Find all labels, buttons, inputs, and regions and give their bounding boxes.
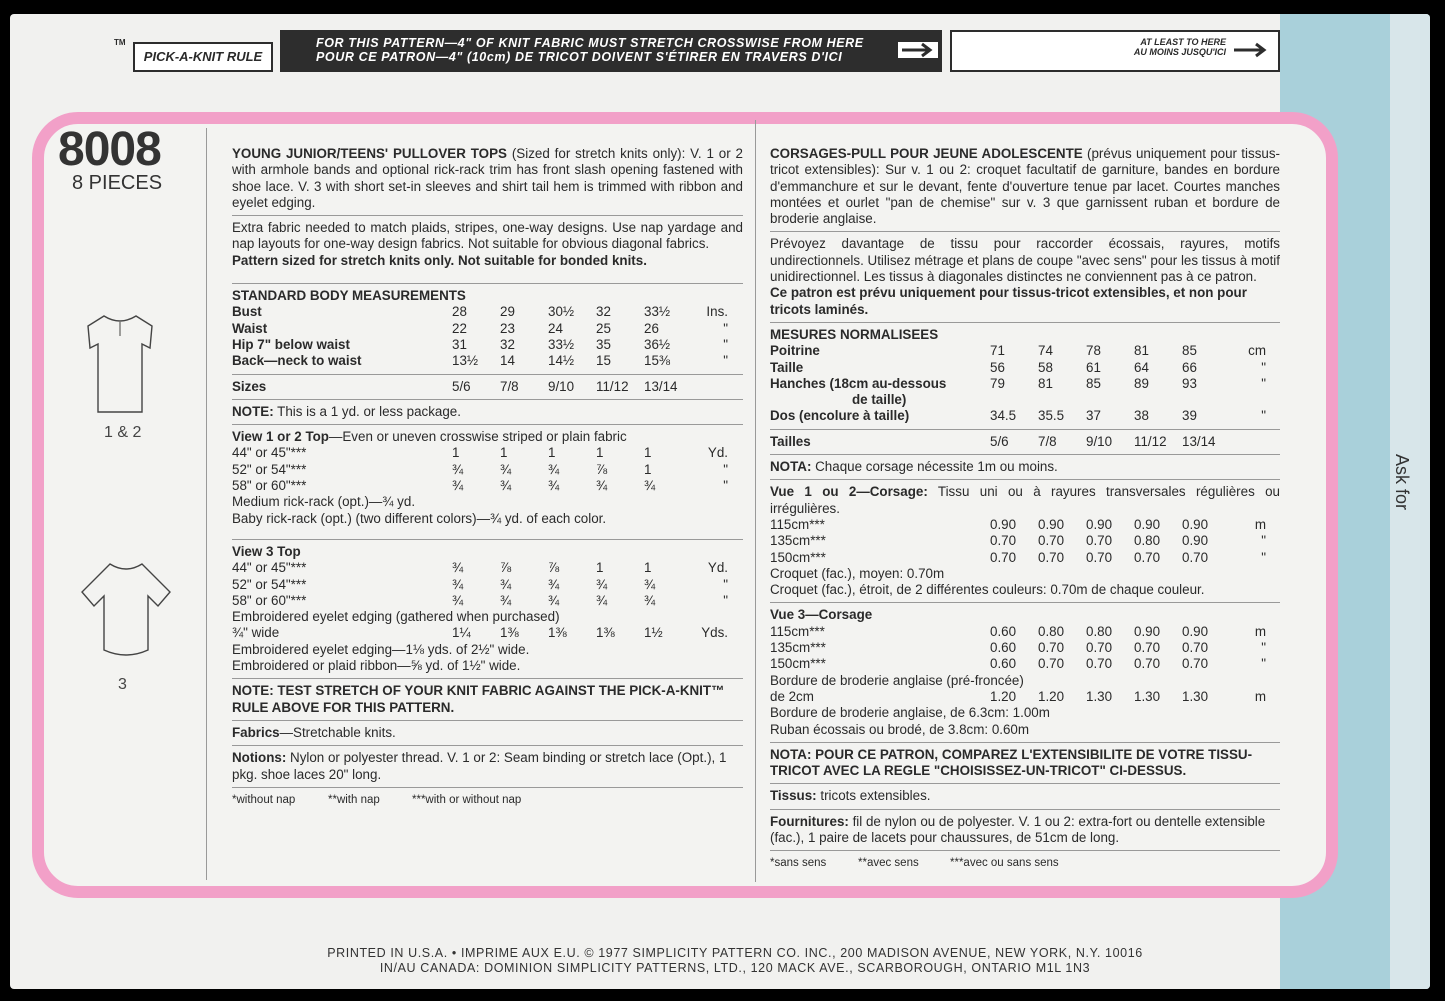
cell-value: 14½ bbox=[548, 353, 575, 369]
table-row bbox=[770, 360, 1280, 376]
row-label: Hip 7" below waist bbox=[232, 336, 350, 352]
row-label: 58" or 60"*** bbox=[232, 592, 307, 608]
size-value: 9/10 bbox=[548, 378, 575, 394]
cell-value: 1⅜ bbox=[500, 625, 519, 641]
cell-value: 0.70 bbox=[1134, 640, 1161, 656]
ruban-fr: Ruban écossais ou brodé, de 3.8cm: 0.60m bbox=[770, 721, 1030, 737]
piece-count: 8 PIECES bbox=[72, 172, 163, 194]
croquet-etroit-fr: Croquet (fac.), étroit, de 2 différentes couleurs: 0.70m de chaque couleur. bbox=[770, 582, 1205, 598]
footnote: ***avec ou sans sens bbox=[950, 857, 1059, 870]
center-divider bbox=[755, 120, 756, 882]
row-unit: " bbox=[723, 576, 728, 592]
row-label: 115cm*** bbox=[770, 516, 825, 532]
row-unit bbox=[1230, 392, 1266, 408]
cell-value: 25 bbox=[596, 320, 611, 336]
measurements-table-en bbox=[232, 304, 743, 369]
cell-value: 85 bbox=[1086, 375, 1101, 391]
cell-value: 1.20 bbox=[1038, 688, 1065, 704]
cell-value: 1.30 bbox=[1086, 688, 1113, 704]
cell-value: 0.70 bbox=[1134, 549, 1161, 565]
cell-value: ¾ bbox=[452, 478, 464, 494]
row-unit: m bbox=[1254, 688, 1266, 704]
view-1-2-label: 1 & 2 bbox=[104, 424, 142, 441]
footnote: **avec sens bbox=[858, 857, 919, 870]
row-unit: " bbox=[1261, 640, 1266, 656]
view3-heading-en: View 3 Top bbox=[232, 543, 301, 559]
view12-yardage-fr bbox=[770, 517, 1280, 566]
cell-value: ¾ bbox=[548, 461, 560, 477]
bordure-froncee-fr: Bordure de broderie anglaise (pré-froncée) bbox=[770, 672, 1024, 688]
cell-value: 1 bbox=[452, 445, 460, 461]
cell-value: 1.20 bbox=[990, 688, 1017, 704]
sizes-row bbox=[232, 379, 743, 395]
cell-value: 0.90 bbox=[1086, 516, 1113, 532]
cell-value: 15 bbox=[596, 353, 611, 369]
row-unit: " bbox=[723, 592, 728, 608]
cell-value: 28 bbox=[452, 304, 467, 320]
row-label: 44" or 45"*** bbox=[232, 560, 307, 576]
row-unit: " bbox=[1261, 549, 1266, 565]
cell-value: 64 bbox=[1134, 359, 1149, 375]
cell-value: 0.90 bbox=[1134, 516, 1161, 532]
row-label: 44" or 45"*** bbox=[232, 445, 307, 461]
sizes-row-fr bbox=[770, 434, 1280, 450]
least-to-here-box bbox=[950, 30, 1280, 72]
eyelet-row-en bbox=[232, 625, 743, 641]
cell-value: ¾ bbox=[644, 478, 656, 494]
view12-heading-fr: Vue 1 ou 2—Corsage: Tissu uni ou à rayures transversales régulières ou irrégulières. bbox=[770, 484, 1280, 516]
cell-value: 0.90 bbox=[1182, 516, 1209, 532]
cell-value: 0.70 bbox=[1086, 640, 1113, 656]
cell-value: 78 bbox=[1086, 343, 1101, 359]
measurements-title-en: STANDARD BODY MEASUREMENTS bbox=[232, 288, 466, 304]
cell-value bbox=[990, 392, 1038, 408]
row-unit: " bbox=[723, 353, 728, 369]
row-unit: " bbox=[1261, 533, 1266, 549]
cell-value: 39 bbox=[1182, 408, 1197, 424]
view3-heading-fr: Vue 3—Corsage bbox=[770, 607, 873, 623]
fabrics-en: Fabrics—Stretchable knits. bbox=[232, 724, 396, 740]
measurements-title-fr: MESURES NORMALISEES bbox=[770, 326, 939, 342]
description-fr: CORSAGES-PULL POUR JEUNE ADOLESCENTE (prévus uniquement pour tissus-tricot extensibles): Sur v. 1 ou 2: croquet facultatif de garniture, bandes en bordure d'emmanchure et sur le devant, fente d'ouverture tenue par lacet. Courtes manches montées et ourlet "pan de chemise" sur v. 3 que garnissent ruban et bordure de broderie anglaise. bbox=[770, 146, 1280, 227]
size-value: 13/14 bbox=[1182, 433, 1216, 449]
row-label: 52" or 54"*** bbox=[232, 576, 307, 592]
table-row bbox=[232, 577, 743, 593]
view12-yardage-en bbox=[232, 445, 743, 494]
cell-value: ¾ bbox=[548, 478, 560, 494]
footnotes-fr bbox=[770, 855, 1280, 871]
cell-value: 0.70 bbox=[1182, 549, 1209, 565]
cell-value: 0.70 bbox=[990, 549, 1017, 565]
cell-value: 1 bbox=[596, 560, 604, 576]
cell-value: 0.70 bbox=[1086, 656, 1113, 672]
cell-value: ¾ bbox=[500, 592, 512, 608]
view3-yardage-en bbox=[232, 560, 743, 609]
table-row bbox=[232, 560, 743, 576]
table-row bbox=[232, 353, 743, 369]
row-label: 135cm*** bbox=[770, 533, 826, 549]
test-note-fr: NOTA: POUR CE PATRON, COMPAREZ L'EXTENSIBILITE DE VOTRE TISSU-TRICOT AVEC LA REGLE "CHOISISSEZ-UN-TRICOT" CI-DESSUS. bbox=[770, 746, 1253, 779]
cell-value: 66 bbox=[1182, 359, 1197, 375]
cell-value: ¾ bbox=[452, 560, 464, 576]
cell-value: ¾ bbox=[452, 576, 464, 592]
cell-value: 56 bbox=[990, 359, 1005, 375]
stretch-rule-text-en: FOR THIS PATTERN—4" OF KNIT FABRIC MUST STRETCH CROSSWISE FROM HERE bbox=[316, 36, 864, 50]
cell-value: 30½ bbox=[548, 304, 575, 320]
table-row bbox=[232, 593, 743, 609]
cell-value: 15⅜ bbox=[644, 353, 671, 369]
row-label: Bust bbox=[232, 304, 262, 320]
bordure-large-fr: Bordure de broderie anglaise, de 6.3cm: 1.00m bbox=[770, 705, 1050, 721]
least-text-en: AT LEAST TO HERE bbox=[1140, 37, 1226, 47]
cell-value: 58 bbox=[1038, 359, 1053, 375]
view-3-sketch bbox=[78, 560, 174, 664]
size-value: 5/6 bbox=[990, 433, 1009, 449]
row-label: Taille bbox=[770, 359, 804, 375]
ribbon-en: Embroidered or plaid ribbon—⅝ yd. of 1½" wide. bbox=[232, 658, 521, 674]
arrow-right-icon bbox=[898, 40, 938, 60]
cell-value: 29 bbox=[500, 304, 515, 320]
row-unit: Ins. bbox=[706, 304, 728, 320]
row-unit: " bbox=[723, 461, 728, 477]
row-label: Back—neck to waist bbox=[232, 353, 362, 369]
cell-value: 1⅜ bbox=[596, 625, 615, 641]
cell-value: 0.90 bbox=[1182, 623, 1209, 639]
cell-value: ¾ bbox=[500, 478, 512, 494]
cell-value: 34.5 bbox=[990, 408, 1017, 424]
cell-value: 0.70 bbox=[1134, 656, 1161, 672]
table-row bbox=[232, 304, 743, 320]
cell-value: 35.5 bbox=[1038, 408, 1065, 424]
extra-fabric-en: Extra fabric needed to match plaids, stripes, one-way designs. Use nap yardage and nap layouts for one-way design fabrics. Not suitable for obvious diagonal fabrics. bbox=[232, 220, 743, 252]
footer-line-1: PRINTED IN U.S.A. • IMPRIME AUX E.U. © 1977 SIMPLICITY PATTERN CO. INC., 200 MADISON AVENUE, NEW YORK, N.Y. 10016 bbox=[327, 946, 1143, 960]
cell-value: ¾ bbox=[644, 592, 656, 608]
cell-value: 61 bbox=[1086, 359, 1101, 375]
croquet-moyen-fr: Croquet (fac.), moyen: 0.70m bbox=[770, 565, 945, 581]
cell-value: 0.70 bbox=[1086, 533, 1113, 549]
cell-value: 1½ bbox=[644, 625, 663, 641]
package-note-fr: NOTA: Chaque corsage nécessite 1m ou moins. bbox=[770, 459, 1058, 475]
extra-fabric-fr: Prévoyez davantage de tissu pour raccorder écossais, rayures, motifs undirectionnels. Utilisez métrage et plans de coupe "avec sens" pour les tissus à motif unidirectionnel. Les tissus à diagonales distinctes ne conviennent pas à ce patron. bbox=[770, 236, 1280, 285]
cell-value: 74 bbox=[1038, 343, 1053, 359]
cell-value: ¾ bbox=[596, 576, 608, 592]
table-row bbox=[232, 478, 743, 494]
row-label: 52" or 54"*** bbox=[232, 461, 307, 477]
cell-value: 1.30 bbox=[1134, 688, 1161, 704]
cell-value: 1¼ bbox=[452, 625, 471, 641]
cell-value: 0.70 bbox=[1038, 656, 1065, 672]
footer-line-2: IN/AU CANADA: DOMINION SIMPLICITY PATTERNS, LTD., 120 MACK AVE., SCARBOROUGH, ONTARIO M1L 1N3 bbox=[379, 961, 1091, 975]
cell-value: 0.60 bbox=[990, 623, 1017, 639]
cell-value: ¾ bbox=[500, 461, 512, 477]
cell-value: 0.90 bbox=[990, 516, 1017, 532]
cell-value: 0.70 bbox=[1182, 640, 1209, 656]
view3-yardage-fr bbox=[770, 624, 1280, 673]
size-value: 9/10 bbox=[1086, 433, 1113, 449]
row-unit: " bbox=[1261, 656, 1266, 672]
cell-value: 14 bbox=[500, 353, 515, 369]
size-value: 5/6 bbox=[452, 378, 471, 394]
cell-value: 36½ bbox=[644, 336, 671, 352]
cell-value: ⅞ bbox=[596, 461, 608, 477]
cell-value: 35 bbox=[596, 336, 611, 352]
row-label: 150cm*** bbox=[770, 656, 826, 672]
cell-value: ¾ bbox=[596, 592, 608, 608]
pick-a-knit-rule-label: PICK-A-KNIT RULE bbox=[133, 42, 273, 72]
cell-value: 0.70 bbox=[1038, 533, 1065, 549]
cell-value: 0.90 bbox=[1182, 533, 1209, 549]
notions-fr: Fournitures: fil de nylon ou de polyester. V. 1 ou 2: extra-fort ou dentelle extensible (fac.), 1 paire de lacets pour chaussures, de 51cm de long. bbox=[770, 813, 1266, 845]
cell-value: 24 bbox=[548, 320, 563, 336]
cell-value: 89 bbox=[1134, 375, 1149, 391]
stretch-rule-band bbox=[280, 30, 942, 72]
row-unit: " bbox=[1261, 359, 1266, 375]
table-row bbox=[770, 624, 1280, 640]
view-1-2-sketch bbox=[80, 312, 160, 420]
table-row bbox=[232, 445, 743, 461]
cell-value bbox=[1038, 392, 1086, 408]
eyelet-wide-en: Embroidered eyelet edging—1⅛ yds. of 2½" wide. bbox=[232, 641, 530, 657]
cell-value: ¾ bbox=[548, 592, 560, 608]
cell-value: ¾ bbox=[452, 461, 464, 477]
row-unit: m bbox=[1254, 516, 1266, 532]
footnote: *without nap bbox=[232, 793, 296, 806]
cell-value: 32 bbox=[596, 304, 611, 320]
table-row bbox=[232, 462, 743, 478]
sized-note-fr: Ce patron est prévu uniquement pour tissus-tricot extensibles, et non pour tricots laminés. bbox=[770, 285, 1247, 317]
cell-value: ¾ bbox=[452, 592, 464, 608]
cell-value: ⅞ bbox=[548, 560, 560, 576]
footnotes-en bbox=[232, 792, 743, 808]
cell-value: ¾ bbox=[596, 478, 608, 494]
sizes-row-en bbox=[232, 379, 743, 395]
sizes-label: Tailles bbox=[770, 433, 811, 449]
cell-value: 1 bbox=[644, 445, 652, 461]
cell-value: 0.70 bbox=[1182, 656, 1209, 672]
arrow-right-icon bbox=[1232, 40, 1272, 60]
cell-value: 79 bbox=[990, 375, 1005, 391]
size-value: 11/12 bbox=[596, 378, 629, 394]
row-label: Poitrine bbox=[770, 343, 820, 359]
cell-value bbox=[1086, 392, 1134, 408]
rickrack-medium-en: Medium rick-rack (opt.)—¾ yd. bbox=[232, 494, 416, 510]
measurements-table-fr bbox=[770, 343, 1280, 424]
row-label: de 2cm bbox=[770, 688, 814, 704]
cell-value: 38 bbox=[1134, 408, 1149, 424]
least-text-fr: AU MOINS JUSQU'ICI bbox=[1133, 47, 1226, 57]
cell-value: ¾ bbox=[500, 576, 512, 592]
cell-value: 13½ bbox=[452, 353, 479, 369]
row-label: 150cm*** bbox=[770, 549, 826, 565]
english-column bbox=[232, 146, 743, 808]
row-unit: cm bbox=[1248, 343, 1266, 359]
row-unit: Yd. bbox=[707, 445, 728, 461]
cell-value: 1 bbox=[596, 445, 604, 461]
row-label: Waist bbox=[232, 320, 268, 336]
table-row bbox=[770, 533, 1280, 549]
description-en: YOUNG JUNIOR/TEENS' PULLOVER TOPS (Sized for stretch knits only): V. 1 or 2 with armhole bands and optional rick-rack trim has front slash opening fastened with shoe lace. V. 3 with short set-in sleeves and shirt tail hem is trimmed with ribbon and eyelet edging. bbox=[232, 146, 743, 210]
cell-value: 0.80 bbox=[1134, 533, 1161, 549]
size-value: 11/12 bbox=[1134, 433, 1167, 449]
table-row bbox=[232, 625, 743, 641]
row-unit: m bbox=[1254, 623, 1266, 639]
cell-value: 1⅜ bbox=[548, 625, 567, 641]
table-row bbox=[770, 376, 1280, 392]
cell-value: 22 bbox=[452, 320, 467, 336]
row-label: Dos (encolure à taille) bbox=[770, 408, 910, 424]
footnote: ***with or without nap bbox=[412, 793, 522, 806]
row-label: de taille) bbox=[852, 392, 907, 408]
left-divider bbox=[206, 128, 207, 880]
table-row bbox=[770, 640, 1280, 656]
row-unit: " bbox=[723, 320, 728, 336]
french-column bbox=[770, 146, 1280, 872]
cell-value: 0.70 bbox=[990, 533, 1017, 549]
table-row bbox=[770, 408, 1280, 424]
cell-value: ¾ bbox=[548, 576, 560, 592]
row-unit: Yds. bbox=[701, 625, 728, 641]
view12-heading-en: View 1 or 2 Top—Even or uneven crosswise striped or plain fabric bbox=[232, 429, 627, 445]
cell-value: 31 bbox=[452, 336, 467, 352]
table-row bbox=[770, 392, 1280, 408]
cell-value: 1 bbox=[548, 445, 556, 461]
cell-value: 0.80 bbox=[1038, 623, 1065, 639]
cell-value: 37 bbox=[1086, 408, 1101, 424]
view-3-label: 3 bbox=[118, 676, 127, 693]
cell-value: ¾ bbox=[644, 576, 656, 592]
sizes-row bbox=[770, 434, 1280, 450]
table-row bbox=[770, 656, 1280, 672]
cell-value: 1.30 bbox=[1182, 688, 1209, 704]
cell-value: 0.70 bbox=[1038, 549, 1065, 565]
notions-en: Notions: Nylon or polyester thread. V. 1 or 2: Seam binding or stretch lace (Opt.), 1 pkg. shoe laces 20" long. bbox=[232, 750, 727, 782]
cell-value: 0.70 bbox=[1038, 640, 1065, 656]
pattern-number: 8008 bbox=[58, 123, 161, 176]
cell-value: 0.60 bbox=[990, 640, 1017, 656]
table-row bbox=[770, 689, 1280, 705]
row-label: 135cm*** bbox=[770, 640, 826, 656]
row-unit: " bbox=[1261, 375, 1266, 391]
cell-value: 85 bbox=[1182, 343, 1197, 359]
size-value: 7/8 bbox=[1038, 433, 1057, 449]
rickrack-baby-en: Baby rick-rack (opt.) (two different colors)—¾ yd. of each color. bbox=[232, 510, 607, 526]
cell-value: 71 bbox=[990, 343, 1005, 359]
sizes-label: Sizes bbox=[232, 378, 267, 394]
row-unit: " bbox=[723, 336, 728, 352]
cell-value: 0.90 bbox=[1134, 623, 1161, 639]
row-label: 115cm*** bbox=[770, 623, 825, 639]
cell-value bbox=[1182, 392, 1230, 408]
cell-value: 0.80 bbox=[1086, 623, 1113, 639]
printer-footer bbox=[300, 946, 1170, 976]
table-row bbox=[770, 550, 1280, 566]
cell-value: 23 bbox=[500, 320, 515, 336]
table-row bbox=[232, 337, 743, 353]
cell-value bbox=[1134, 392, 1182, 408]
cell-value: 81 bbox=[1134, 343, 1149, 359]
cell-value: 26 bbox=[644, 320, 659, 336]
size-value: 7/8 bbox=[500, 378, 519, 394]
row-unit: " bbox=[1261, 408, 1266, 424]
cell-value: 32 bbox=[500, 336, 515, 352]
test-note-en: NOTE: TEST STRETCH OF YOUR KNIT FABRIC AGAINST THE PICK-A-KNIT™ RULE ABOVE FOR THIS PATTERN. bbox=[232, 683, 725, 715]
cell-value: 0.60 bbox=[990, 656, 1017, 672]
cell-value: 33½ bbox=[548, 336, 575, 352]
ask-for-text: Ask for bbox=[1392, 454, 1412, 511]
size-value: 13/14 bbox=[644, 378, 678, 394]
cell-value: 93 bbox=[1182, 375, 1197, 391]
table-row bbox=[770, 343, 1280, 359]
cell-value: 33½ bbox=[644, 304, 671, 320]
cell-value: 0.70 bbox=[1086, 549, 1113, 565]
eyelet-gathered-en: Embroidered eyelet edging (gathered when purchased) bbox=[232, 609, 560, 625]
trademark-mark: TM bbox=[114, 38, 126, 47]
bordure-row-fr bbox=[770, 689, 1280, 705]
cell-value: 81 bbox=[1038, 375, 1053, 391]
package-note-en: NOTE: This is a 1 yd. or less package. bbox=[232, 403, 461, 419]
sized-note-en: Pattern sized for stretch knits only. Not suitable for bonded knits. bbox=[232, 252, 647, 268]
row-label: Hanches (18cm au-dessous bbox=[770, 375, 947, 391]
cell-value: 1 bbox=[644, 461, 652, 477]
footnote: **with nap bbox=[328, 793, 380, 806]
footnote: *sans sens bbox=[770, 857, 827, 870]
cell-value: 1 bbox=[644, 560, 652, 576]
table-row bbox=[232, 321, 743, 337]
row-label: 58" or 60"*** bbox=[232, 478, 307, 494]
cell-value: 0.90 bbox=[1038, 516, 1065, 532]
stretch-rule-text-fr: POUR CE PATRON—4" (10cm) DE TRICOT DOIVENT S'ÉTIRER EN TRAVERS D'ICI bbox=[316, 50, 843, 64]
table-row bbox=[770, 517, 1280, 533]
row-unit: Yd. bbox=[707, 560, 728, 576]
cell-value: ⅞ bbox=[500, 560, 512, 576]
cell-value: 1 bbox=[500, 445, 508, 461]
fabrics-fr: Tissus: tricots extensibles. bbox=[770, 788, 931, 804]
row-unit: " bbox=[723, 478, 728, 494]
row-label: ¾" wide bbox=[232, 625, 280, 641]
